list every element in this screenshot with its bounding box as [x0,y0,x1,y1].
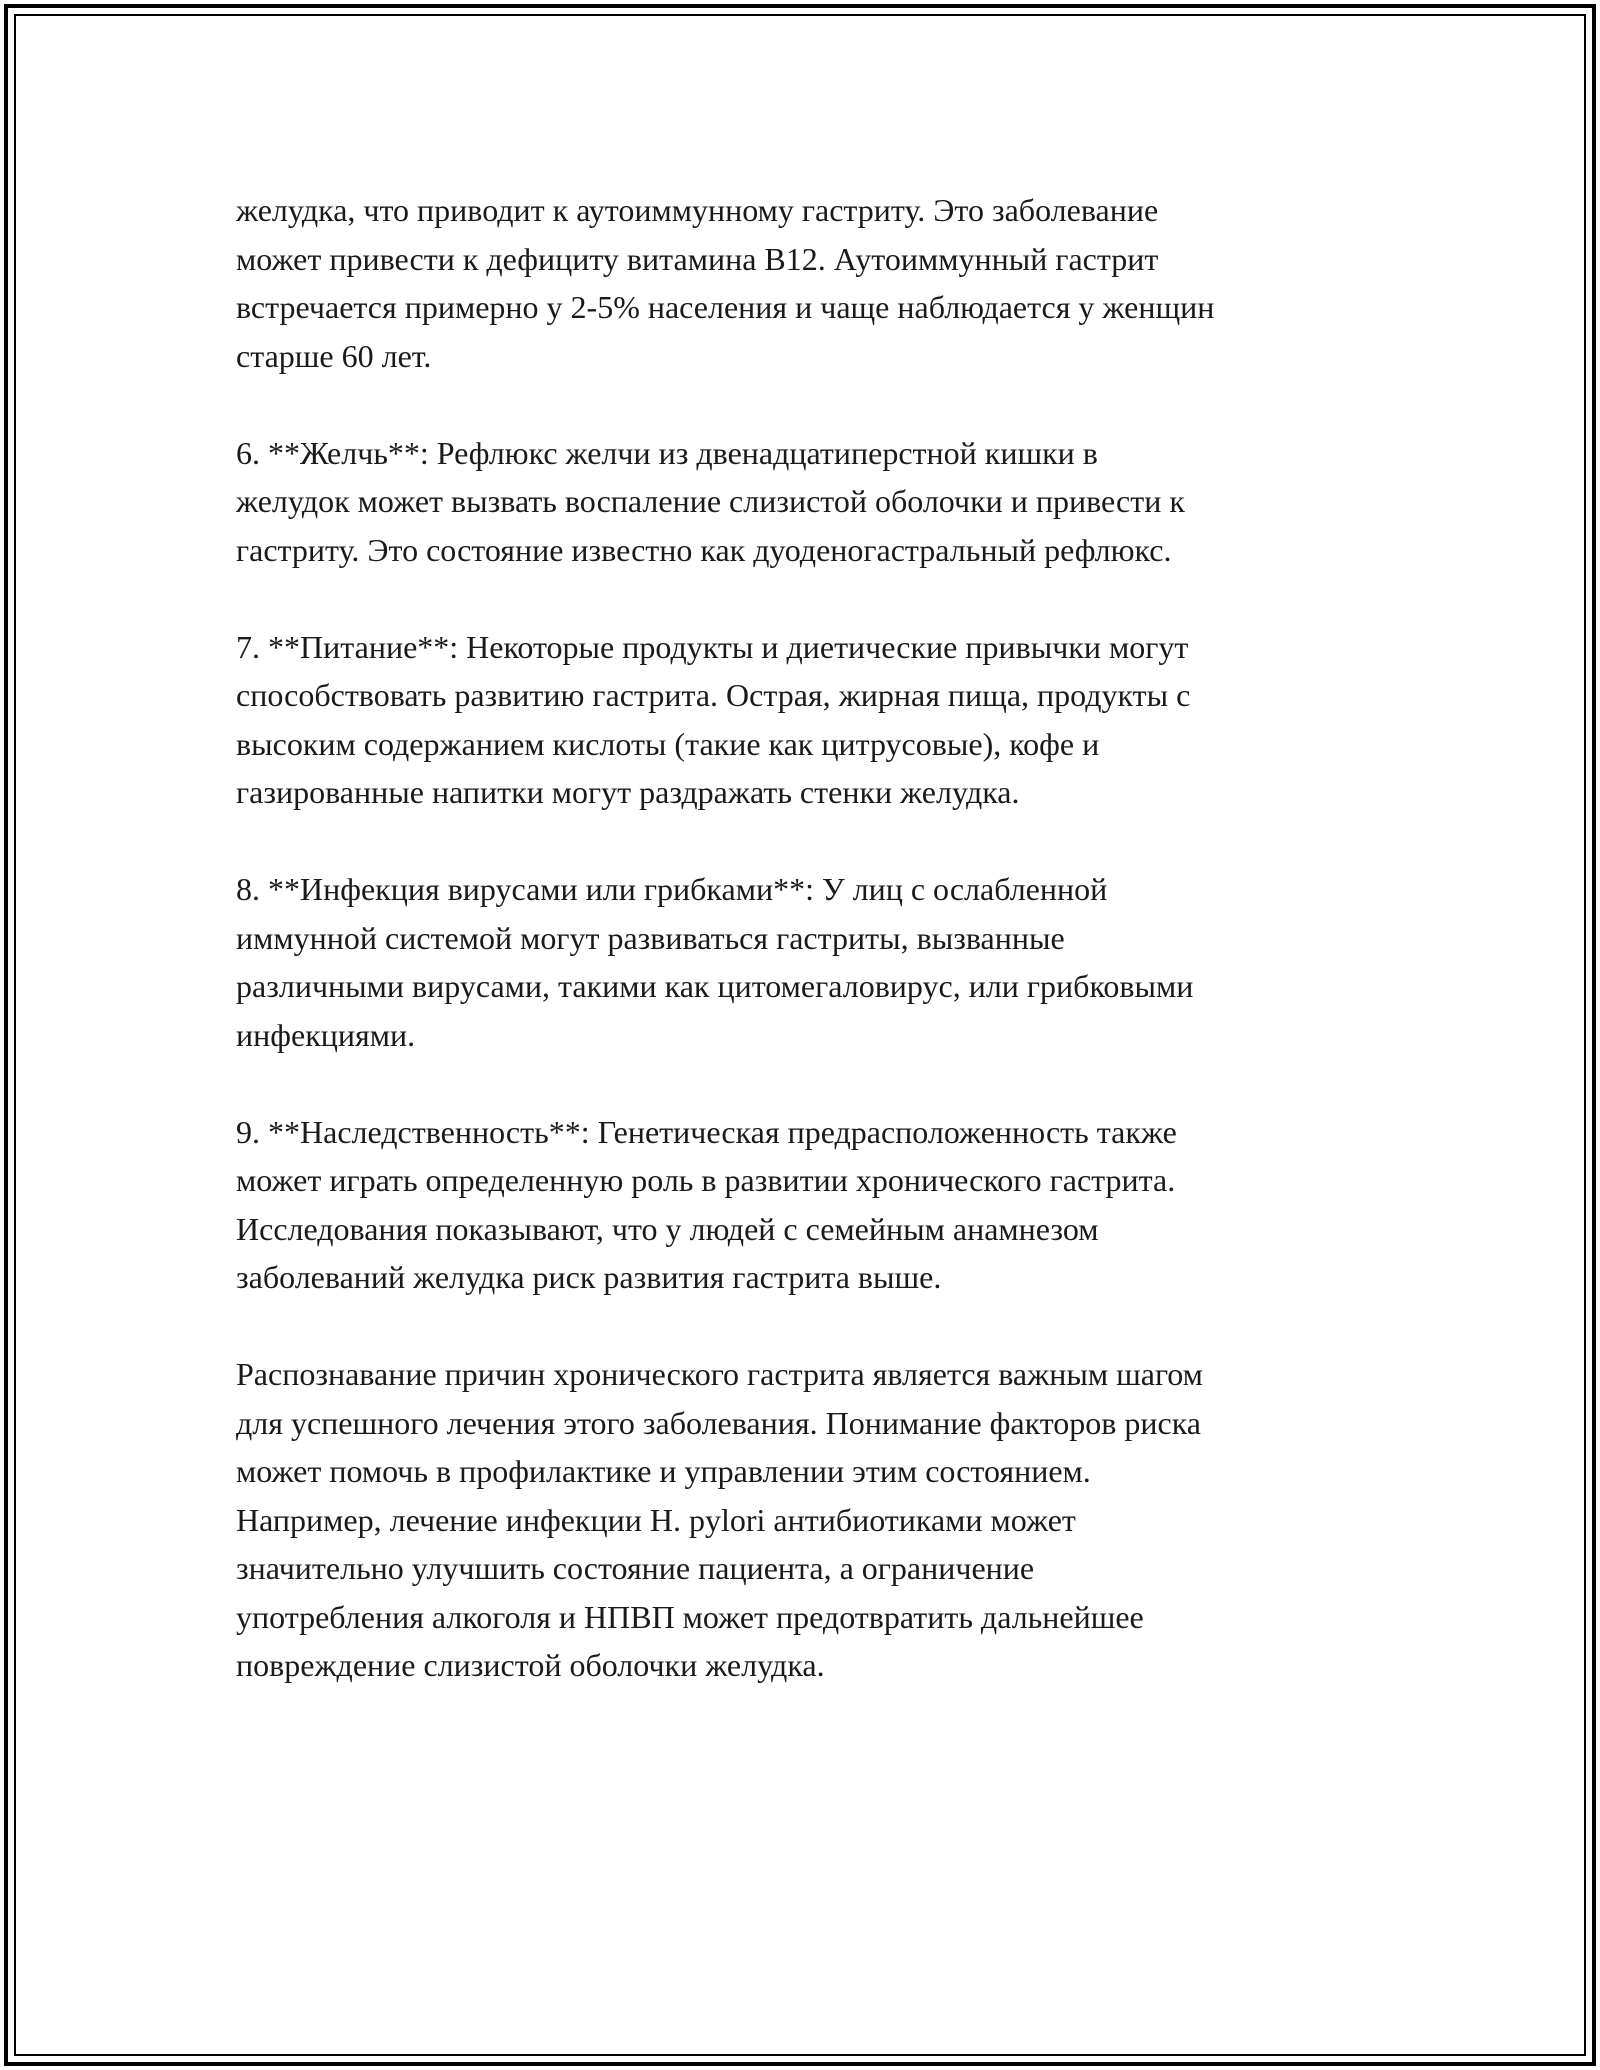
text-line: может играть определенную роль в развитии хронического гастрита. [236,1162,1176,1198]
paragraph-conclusion [236,1350,1376,1690]
paragraph-autoimmune-continuation [236,186,1376,380]
text-line: 8. **Инфекция вирусами или грибками**: У лиц с ослабленной [236,871,1108,907]
text-line: Например, лечение инфекции H. pylori антибиотиками может [236,1501,1076,1538]
text-line: способствовать развитию гастрита. Острая, жирная пища, продукты с [236,677,1191,713]
text-line: старше 60 лет. [236,337,432,374]
text-line: газированные напитки могут раздражать стенки желудка. [236,774,1020,810]
text-line: может помочь в профилактике и управлении этим состоянием. [236,1453,1091,1489]
paragraph-item-9-heredity [236,1108,1376,1302]
paragraph-item-7-nutrition [236,623,1376,817]
text-line: желудка, что приводит к аутоиммунному гастриту. Это заболевание [236,192,1159,228]
text-line: для успешного лечения этого заболевания. Понимание факторов риска [236,1404,1201,1441]
text-line: значительно улучшить состояние пациента, а ограничение [236,1550,1035,1586]
text-line: высоким содержанием кислоты (такие как цитрусовые), кофе и [236,725,1100,762]
text-line: может привести к дефициту витамина B12. Аутоиммунный гастрит [236,240,1159,277]
text-line: Распознавание причин хронического гастрита является важным шагом [236,1356,1203,1392]
document-body [236,186,1376,1690]
text-line: повреждение слизистой оболочки желудка. [236,1647,825,1683]
text-line: гастриту. Это состояние известно как дуоденогастральный рефлюкс. [236,531,1172,568]
text-line: Исследования показывают, что у людей с семейным анамнезом [236,1210,1099,1247]
text-line: встречается примерно у 2-5% населения и чаще наблюдается у женщин [236,289,1215,325]
paragraph-item-8-infection [236,865,1376,1059]
text-line: желудок может вызвать воспаление слизистой оболочки и привести к [236,483,1185,519]
text-line: 6. **Желчь**: Рефлюкс желчи из двенадцатиперстной кишки в [236,434,1098,471]
text-line: 7. **Питание**: Некоторые продукты и диетические привычки могут [236,628,1189,665]
text-line: употребления алкоголя и НПВП может предотвратить дальнейшее [236,1598,1144,1635]
text-line: инфекциями. [236,1016,416,1053]
text-line: 9. **Наследственность**: Генетическая предрасположенность также [236,1113,1177,1150]
text-line: заболеваний желудка риск развития гастрита выше. [236,1259,942,1295]
text-line: иммунной системой могут развиваться гастриты, вызванные [236,919,1065,956]
text-line: различными вирусами, такими как цитомегаловирус, или грибковыми [236,968,1194,1004]
paragraph-item-6-bile [236,429,1376,575]
